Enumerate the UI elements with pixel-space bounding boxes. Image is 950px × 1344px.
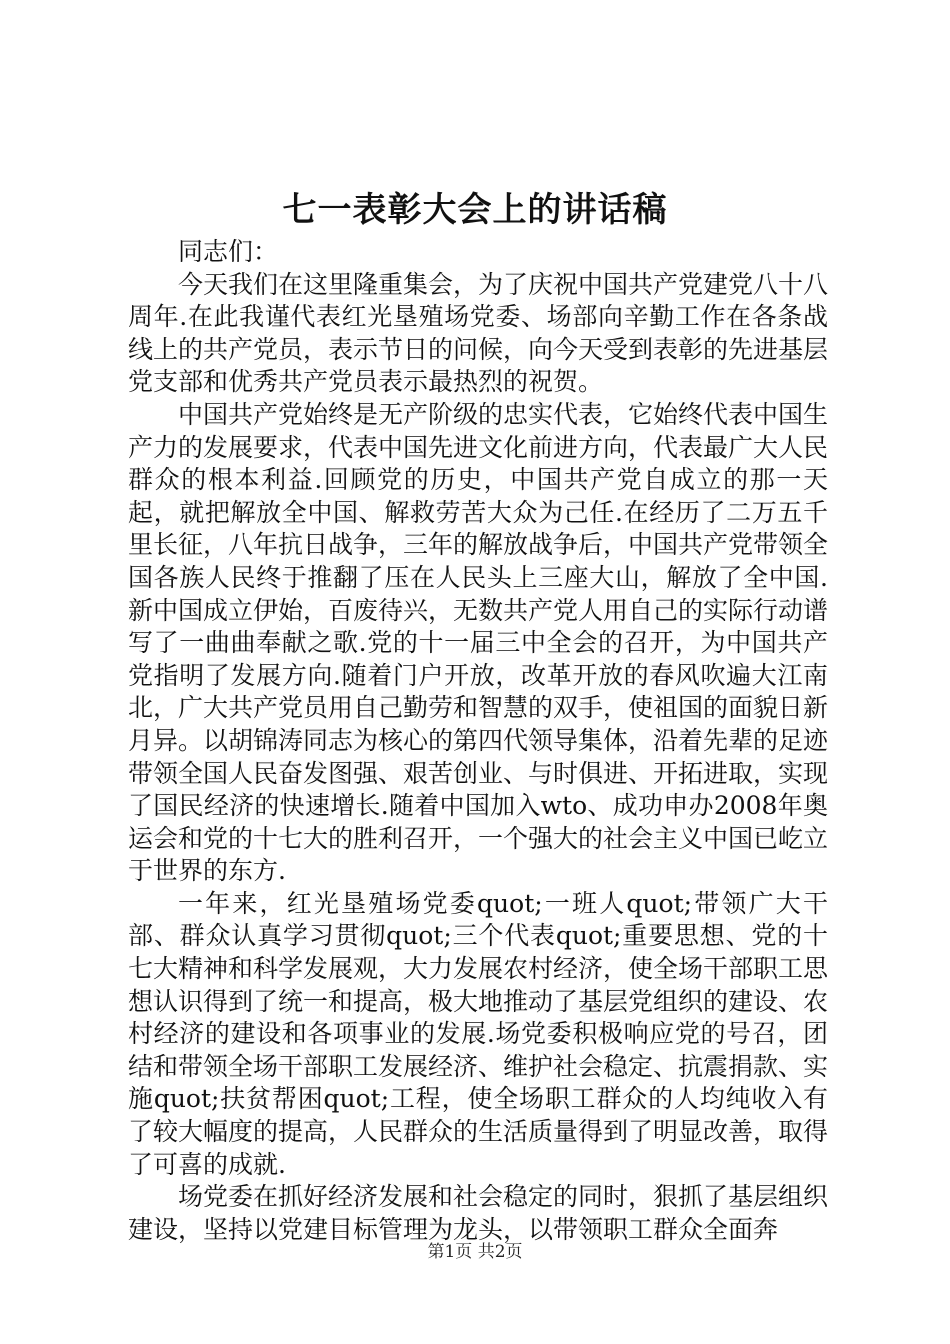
body-paragraph: 一年来，红光垦殖场党委quot;一班人quot;带领广大干部、群众认真学习贯彻quot;三个代表quot;重要思想、党的十七大精神和科学发展观，大力发展农村经济，使全场干部职工思想认识得到了统一和提高，极大地推动了基层党组织的建设、农村经济的建设和各项事业的发展.场党委积极响应党的号召，团结和带领全场干部职工发展经济、维护社会稳定、抗震捐款、实施quot;扶贫帮困quot;工程，使全场职工群众的人均纯收入有了较大幅度的提高，人民群众的生活质量得到了明显改善，取得了可喜的成就. xyxy=(128,888,829,1179)
body-paragraph: 今天我们在这里隆重集会，为了庆祝中国共产党建党八十八周年.在此我谨代表红光垦殖场党委、场部向辛勤工作在各条战线上的共产党员，表示节日的问候，向今天受到表彰的先进基层党支部和优秀共产党员表示最热烈的祝贺。 xyxy=(128,269,829,397)
body-paragraph: 场党委在抓好经济发展和社会稳定的同时，狠抓了基层组织建设，坚持以党建目标管理为龙头，以带领职工群众全面奔 xyxy=(128,1182,829,1244)
document-body xyxy=(128,236,828,1246)
body-paragraph: 中国共产党始终是无产阶级的忠实代表，它始终代表中国生产力的发展要求，代表中国先进文化前进方向，代表最广大人民群众的根本利益.回顾党的历史，中国共产党自成立的那一天起，就把解放全中国、解救劳苦大众为己任.在经历了二万五千里长征，八年抗日战争，三年的解放战争后，中国共产党带领全国各族人民终于推翻了压在人民头上三座大山，解放了全中国.新中国成立伊始，百废待兴，无数共产党人用自己的实际行动谱写了一曲曲奉献之歌.党的十一届三中全会的召开，为中国共产党指明了发展方向.随着门户开放，改革开放的春风吹遍大江南北，广大共产党员用自己勤劳和智慧的双手，使祖国的面貌日新月异。以胡锦涛同志为核心的第四代领导集体，沿着先辈的足迹带领全国人民奋发图强、艰苦创业、与时俱进、开拓进取，实现了国民经济的快速增长.随着中国加入wto、成功申办2008年奥运会和党的十七大的胜利召开，一个强大的社会主义中国已屹立于世界的东方. xyxy=(128,399,829,886)
page-title: 七一表彰大会上的讲话稿 xyxy=(282,190,668,230)
page-number-footer: 第1页 共2页 xyxy=(427,1242,523,1262)
salutation-paragraph: 同志们： xyxy=(178,237,279,266)
